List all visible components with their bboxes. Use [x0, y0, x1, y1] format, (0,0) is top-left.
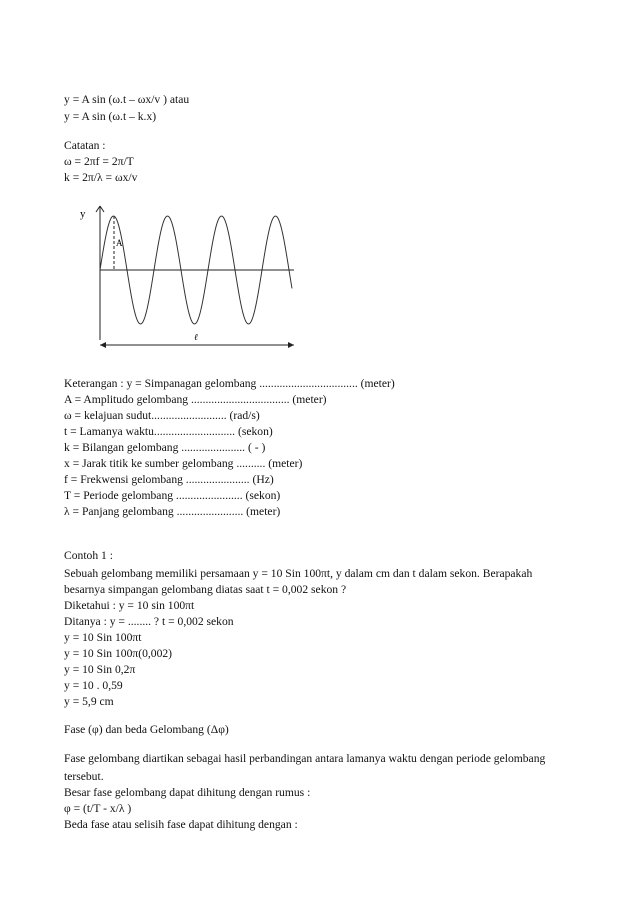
catatan-line-2: k = 2π/λ = ωx/v [64, 171, 138, 184]
fase-line-3: Besar fase gelombang dapat dihitung dengan rumus : [64, 786, 311, 799]
fase-line-4: φ = (t/T - x/λ ) [64, 802, 132, 815]
equation-2: y = A sin (ω.t – k.x) [64, 110, 157, 123]
fase-heading: Fase (φ) dan beda Gelombang (Δφ) [64, 723, 229, 736]
catatan-heading: Catatan : [64, 139, 106, 152]
contoh-line-2: besarnya simpangan gelombang diatas saat t = 0,002 sekon ? [64, 583, 347, 596]
contoh-line-4: Ditanya : y = ........ ? t = 0,002 sekon [64, 615, 234, 628]
keterangan-line-7: f = Frekwensi gelombang ...................... (Hz) [64, 473, 274, 486]
y-axis-label: y [80, 208, 86, 220]
length-label: ℓ [194, 332, 198, 342]
contoh-line-6: y = 10 Sin 100π(0,002) [64, 647, 173, 660]
contoh-line-1: Sebuah gelombang memiliki persamaan y = 10 Sin 100πt, y dalam cm dan t dalam sekon. Berapakah [64, 567, 533, 580]
keterangan-line-6: x = Jarak titik ke sumber gelombang .......... (meter) [64, 457, 303, 470]
fase-line-1: Fase gelombang diartikan sebagai hasil perbandingan antara lamanya waktu dengan periode gelombang [64, 752, 546, 765]
keterangan-line-2: A = Amplitudo gelombang .................................. (meter) [64, 393, 327, 406]
keterangan-line-5: k = Bilangan gelombang ...................... ( - ) [64, 441, 266, 454]
contoh-line-7: y = 10 Sin 0,2π [64, 663, 136, 676]
fase-line-5: Beda fase atau selisih fase dapat dihitung dengan : [64, 818, 298, 831]
contoh-line-5: y = 10 Sin 100πt [64, 631, 142, 644]
fase-line-2: tersebut. [64, 770, 104, 783]
contoh-line-3: Diketahui : y = 10 sin 100πt [64, 599, 195, 612]
equation-1: y = A sin (ω.t – ωx/v ) atau [64, 93, 190, 106]
y-axis-arrow [96, 206, 100, 212]
keterangan-line-3: ω = kelajuan sudut.......................... (rad/s) [64, 409, 260, 422]
contoh-heading: Contoh 1 : [64, 549, 113, 562]
amplitude-label: A [116, 238, 123, 248]
contoh-line-8: y = 10 . 0,59 [64, 679, 123, 692]
keterangan-line-1: Keterangan : y = Simpanagan gelombang .................................. (meter) [64, 377, 395, 390]
keterangan-line-9: λ = Panjang gelombang ....................... (meter) [64, 505, 281, 518]
contoh-line-9: y = 5,9 cm [64, 695, 114, 708]
keterangan-line-8: T = Periode gelombang ....................... (sekon) [64, 489, 281, 502]
catatan-line-1: ω = 2πf = 2π/T [64, 155, 134, 168]
sine-wave-diagram [76, 200, 306, 352]
keterangan-line-4: t = Lamanya waktu............................ (sekon) [64, 425, 273, 438]
